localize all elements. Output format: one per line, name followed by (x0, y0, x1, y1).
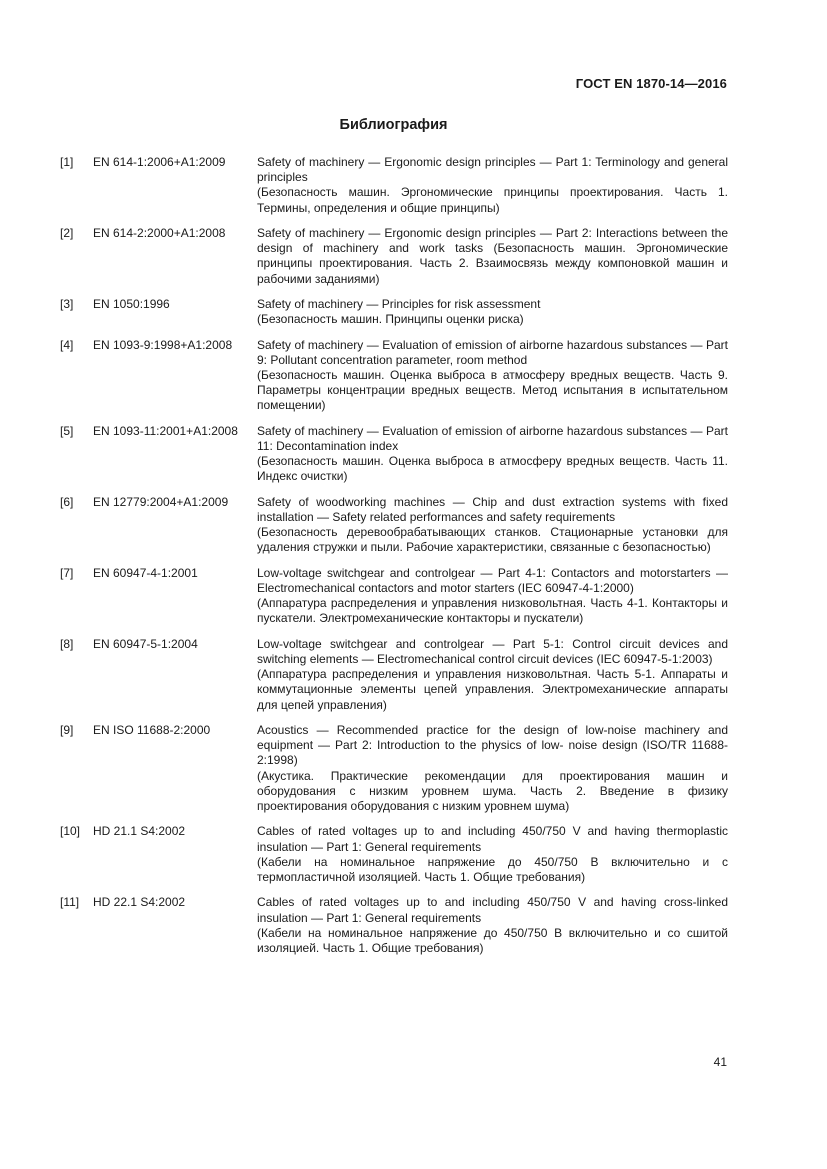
bibliography-entry-8 (60, 637, 728, 713)
bibliography-entry-4 (60, 338, 728, 414)
entry-title-en: Safety of machinery — Evaluation of emission of airborne hazardous substances — Part 11: Decontamination index (257, 423, 728, 453)
entry-description (257, 155, 728, 216)
entry-number: [2] (60, 226, 74, 240)
entry-code: EN 1050:1996 (93, 297, 170, 311)
entry-title-ru: (Акустика. Практические рекомендации для проектирования машин и оборудования с низким уровнем шума. Часть 2. Введение в физику проектирования оборудования с низким уровнем шума) (257, 768, 728, 814)
entry-description (257, 424, 728, 485)
bibliography-entry-2 (60, 226, 728, 287)
entry-title-ru: (Безопасность машин. Оценка выброса в атмосферу вредных веществ. Часть 9. Параметры концентрации вредных веществ. Метод испытания в испытательном помещении) (257, 368, 728, 413)
entry-code: EN 614-1:2006+A1:2009 (93, 155, 226, 169)
entry-title-en: Safety of machinery — Ergonomic design principles — Part 1: Terminology and general principles (257, 155, 728, 185)
entry-title-en: Low-voltage switchgear and controlgear — Part 4-1: Contactors and motorstarters — Electromechanical contactors and motor starters (IEC 60947-4-1:2000) (257, 565, 728, 595)
entry-title-ru: (Безопасность деревообрабатывающих станков. Стационарные установки для удаления стружки и пыли. Рабочие характеристики, связанные с безопасностью) (257, 525, 728, 555)
entry-number: [5] (60, 423, 74, 438)
page-number: 41 (713, 1055, 727, 1069)
bibliography-entry-10 (60, 824, 728, 885)
bibliography-entry-11 (60, 895, 728, 956)
entry-number: [11] (60, 895, 80, 910)
entry-description (257, 895, 728, 956)
entry-title-ru: (Кабели на номинальное напряжение до 450/750 В включительно и с термопластичной изоляцией. Часть 1. Общие требования) (257, 854, 728, 885)
entry-code: EN 1093-11:2001+A1:2008 (93, 423, 238, 438)
entry-description (257, 637, 728, 713)
entry-title-en: Safety of machinery — Principles for risk assessment (257, 297, 541, 311)
entry-description (257, 824, 728, 885)
entry-number: [8] (60, 636, 74, 651)
entry-title-ru: (Аппаратура распределения и управления низковольтная. Часть 4-1. Контакторы и пускатели. Электромеханические контакторы и пускатели) (257, 596, 728, 626)
entry-number: [9] (60, 723, 74, 737)
entry-code: HD 21.1 S4:2002 (93, 824, 186, 839)
bibliography-entry-5 (60, 424, 728, 485)
entry-code: EN 12779:2004+A1:2009 (93, 494, 229, 509)
entry-number: [4] (60, 337, 74, 352)
entry-number: [6] (60, 494, 74, 509)
entry-code: EN 60947-4-1:2001 (93, 565, 198, 580)
entry-title-en: Safety of machinery — Evaluation of emission of airborne hazardous substances — Part 9: Pollutant concentration parameter, room method (257, 337, 728, 367)
entry-description (257, 566, 728, 627)
entry-code: EN 60947-5-1:2004 (93, 636, 198, 651)
entry-code: EN 614-2:2000+A1:2008 (93, 226, 226, 240)
entry-title-en: Safety of machinery — Ergonomic design principles — Part 2: Interactions between the design of machinery and work tasks (Безопасность машин. Эргономические принципы проектирования. Часть 2. Взаимосвязь между компоновкой машин и рабочими заданиями) (257, 226, 728, 286)
section-title: Библиография (339, 117, 448, 133)
bibliography-entry-1 (60, 155, 728, 216)
standard-code-header: ГОСТ EN 1870-14—2016 (575, 76, 727, 91)
bibliography-entry-3 (60, 297, 728, 327)
bibliography-entry-7 (60, 566, 728, 627)
entry-number: [7] (60, 565, 74, 580)
entry-title-ru: (Безопасность машин. Принципы оценки риска) (257, 312, 524, 327)
entry-description (257, 226, 728, 287)
entry-title-en: Safety of woodworking machines — Chip and dust extraction systems with fixed installation — Safety related performances and safety requirements (257, 494, 728, 524)
entry-description (257, 723, 728, 814)
entry-title-ru: (Кабели на номинальное напряжение до 450/750 В включительно и со сшитой изоляцией. Часть 1. Общие требования) (257, 925, 728, 956)
entry-description (257, 297, 728, 327)
bibliography-list (60, 155, 728, 966)
entry-code: EN ISO 11688-2:2000 (93, 723, 211, 737)
entry-title-ru: (Безопасность машин. Эргономические принципы проектирования. Часть 1. Термины, определения и общие принципы) (257, 185, 728, 215)
entry-title-en: Cables of rated voltages up to and including 450/750 V and having thermoplastic insulation — Part 1: General requirements (257, 824, 728, 854)
entry-title-en: Acoustics — Recommended practice for the design of low-noise machinery and equipment — Part 2: Introduction to the physics of low- noise design (ISO/TR 11688-2:1998) (257, 723, 728, 768)
entry-number: [10] (60, 824, 81, 839)
entry-title-en: Cables of rated voltages up to and including 450/750 V and having cross-linked insulation — Part 1: General requirements (257, 895, 728, 925)
entry-title-en: Low-voltage switchgear and controlgear — Part 5-1: Control circuit devices and switching elements — Electromechanical control circuit devices (IEC 60947-5-1:2003) (257, 636, 728, 666)
entry-number: [3] (60, 297, 74, 311)
bibliography-entry-9 (60, 723, 728, 814)
bibliography-entry-6 (60, 495, 728, 556)
entry-code: EN 1093-9:1998+A1:2008 (93, 337, 233, 352)
entry-title-ru: (Аппаратура распределения и управления низковольтная. Часть 5-1. Аппараты и коммутационные элементы цепей управления. Электромеханические аппараты для цепей управления) (257, 667, 728, 712)
entry-title-ru: (Безопасность машин. Оценка выброса в атмосферу вредных веществ. Часть 11. Индекс очистки) (257, 454, 728, 484)
entry-code: HD 22.1 S4:2002 (93, 895, 186, 910)
entry-description (257, 338, 728, 414)
entry-description (257, 495, 728, 556)
entry-number: [1] (60, 155, 74, 169)
